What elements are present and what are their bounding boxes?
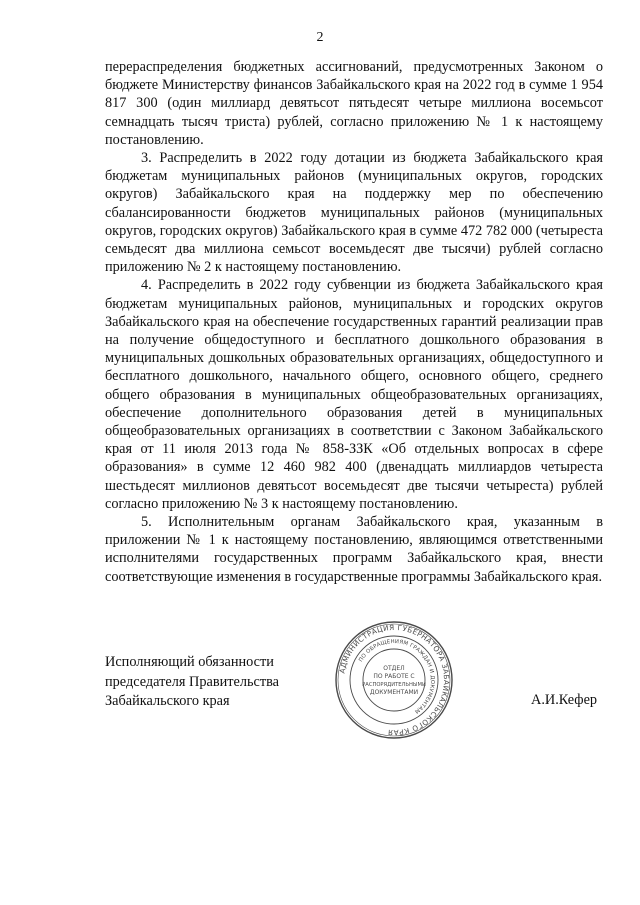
stamp-middle-text: ПО ОБРАЩЕНИЯМ ГРАЖДАН И ДОКУМЕНТАМ (358, 638, 436, 715)
signatory-title-line: Исполняющий обязанности (105, 654, 274, 670)
page-number: 2 (316, 30, 324, 45)
stamp-center-line: ДОКУМЕНТАМИ (369, 689, 419, 696)
stamp-center-line: ОТДЕЛ (383, 665, 405, 672)
stamp-outer-text: АДМИНИСТРАЦИЯ ГУБЕРНАТОРА ЗАБАЙКАЛЬСКОГО КРАЯ (337, 622, 452, 738)
signatory-name: А.И.Кефер (531, 692, 598, 708)
official-seal-stamp (332, 618, 456, 742)
stamp-center-line: РАСПОРЯДИТЕЛЬНЫМИ (362, 682, 426, 688)
signatory-title (105, 653, 279, 712)
document-body (105, 58, 603, 586)
signatory-title-line: председателя Правительства (105, 673, 280, 690)
stamp-center-line: ПО РАБОТЕ С (373, 673, 415, 680)
paragraph-item-5: 5. Исполнительным органам Забайкальского края, указанным в приложении № 1 к настоящему постановлению, являющимся ответственными исполнителями государственных программ Забайкальского края, внести соответствующие изменения в государственные программы Забайкальского края. (105, 514, 603, 585)
stamp-graphic (332, 618, 456, 742)
paragraph-continuation: перераспределения бюджетных ассигнований, предусмотренных Законом о бюджете Министерству финансов Забайкальского края на 2022 год в сумме 1 954 817 300 (один миллиард девятьсот пятьдесят четыре миллиона восемьсот семнадцать тысяч триста) рублей, согласно приложению № 1 к настоящему постановлению. (105, 59, 603, 148)
signatory-title-line: Забайкальского края (105, 693, 230, 709)
paragraph-item-3: 3. Распределить в 2022 году дотации из бюджета Забайкальского края бюджетам муниципальных районов (муниципальных округов, городских округов) Забайкальского края на поддержку мер по обеспечению сбалансированности бюджетов муниципальных районов (муниципальных округов, городских округов) Забайкальского края в сумме 472 782 000 (четыреста семьдесят два миллиона семьсот восемьдесят две тысячи) рублей согласно приложению № 2 к настоящему постановлению. (105, 150, 603, 276)
paragraph-item-4: 4. Распределить в 2022 году субвенции из бюджета Забайкальского края бюджетам муниципальных районов, муниципальных и городских округов Забайкальского края на обеспечение государственных гарантий реализации прав на получение общедоступного и бесплатного дошкольного образования в муниципальных дошкольных образовательных организациях, общедоступного и бесплатного дошкольного, начального общего, основного общего, среднего общего образования в муниципальных общеобразовательных организациях, обеспечение дополнительного образования детей в муниципальных общеобразовательных организациях в соответствии с Законом Забайкальского края от 11 июля 2013 года № 858-ЗЗК «Об отдельных вопросах в сфере образования» в сумме 12 460 982 400 (двенадцать миллиардов четыреста шестьдесят миллионов девятьсот восемьдесят две тысячи четыреста) рублей согласно приложению № 3 к настоящему постановлению. (105, 277, 603, 512)
